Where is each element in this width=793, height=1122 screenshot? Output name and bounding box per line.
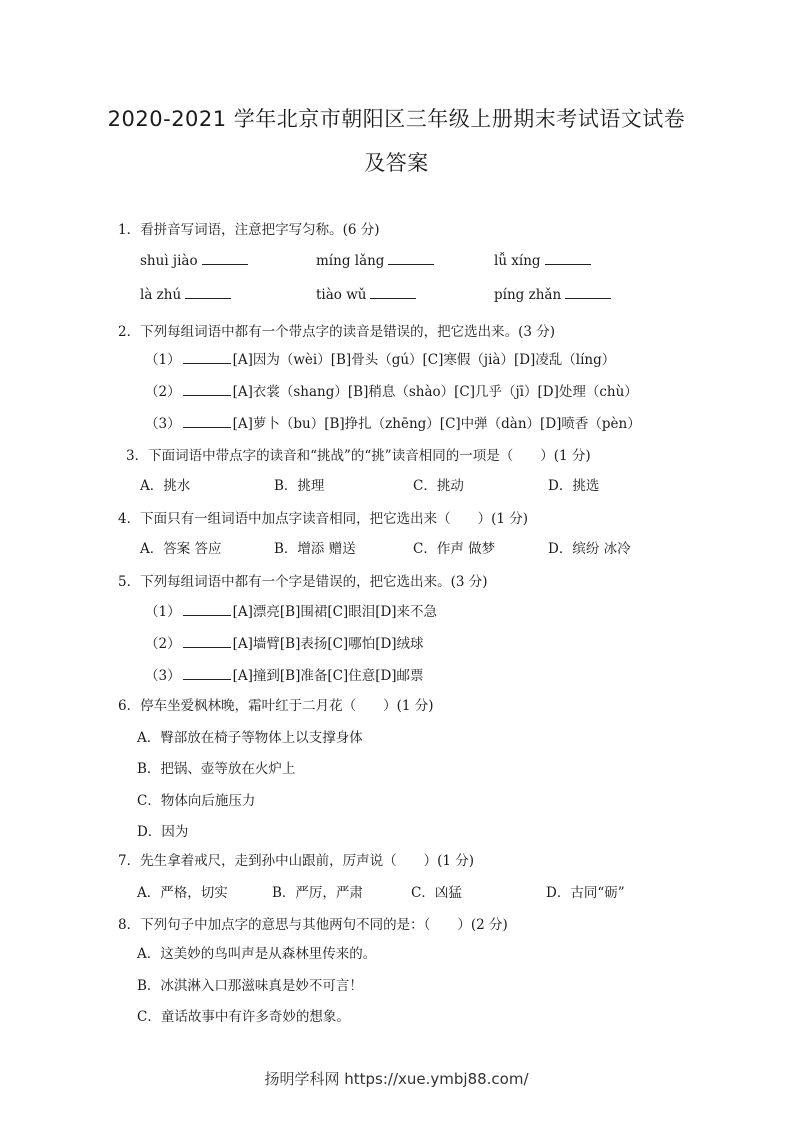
page-footer-watermark: 扬明学科网 https://xue.ymbj88.com/ — [264, 1070, 529, 1088]
question-2-item-1: （1） [A]因为（wèi）[B]骨头（gú）[C]寒假（jià）[D]凌乱（líng） — [145, 352, 616, 368]
question-7-stem: 7．先生拿着戒尺，走到孙中山跟前，厉声说（ ）(1 分) — [118, 853, 475, 869]
question-4-option-d: D．缤纷 冰冷 — [548, 541, 631, 557]
document-title-line1: 2020-2021 学年北京市朝阳区三年级上册期末考试语文试卷 — [107, 107, 686, 131]
question-3-option-a: A．挑水 — [140, 478, 191, 494]
question-6-option-b: B．把锅、壶等放在火炉上 — [137, 761, 296, 777]
question-3-stem: 3．下面词语中带点字的读音和“挑战”的“挑”读音相同的一项是（ ）(1 分) — [126, 448, 591, 464]
question-5-stem: 5．下列每组词语中都有一个字是错误的，把它选出来。(3 分) — [118, 574, 488, 590]
question-8-stem: 8．下列句子中加点字的意思与其他两句不同的是：（ ）(2 分) — [118, 917, 508, 933]
question-7-option-c: C．凶猛 — [411, 885, 462, 901]
question-8-option-c: C．童话故事中有许多奇妙的想象。 — [137, 1009, 350, 1025]
question-4-option-a: A．答案 答应 — [140, 541, 222, 557]
question-3-option-b: B．挑理 — [274, 478, 325, 494]
question-4-stem: 4．下面只有一组词语中加点字读音相同，把它选出来（ ）(1 分) — [118, 511, 529, 527]
question-6-option-d: D．因为 — [137, 824, 189, 840]
question-7-option-d: D．古同“砺” — [546, 885, 625, 901]
pinyin-item-3: lǚ xíng — [494, 252, 591, 269]
question-8-option-b: B．冰淇淋入口那滋味真是妙不可言！ — [137, 978, 363, 994]
question-1-stem: 1．看拼音写词语，注意把字写匀称。(6 分) — [118, 222, 380, 238]
question-7-option-a: A．严格，切实 — [137, 885, 228, 901]
pinyin-item-6: píng zhǎn — [494, 286, 611, 303]
question-5-item-3: （3） [A]撞到[B]准备[C]住意[D]邮票 — [145, 668, 424, 684]
question-2-item-3: （3） [A]萝卜（bu）[B]挣扎（zhēng）[C]中弹（dàn）[D]喷香（pèn） — [145, 416, 641, 432]
question-2-item-2: （2） [A]衣裳（shang）[B]稍息（shào）[C]几乎（jī）[D]处理（chù） — [145, 384, 638, 400]
question-5-item-1: （1） [A]漂亮[B]围裙[C]眼泪[D]来不急 — [145, 604, 438, 620]
question-6-option-c: C．物体向后施压力 — [137, 793, 256, 809]
pinyin-item-1: shuì jiào — [140, 252, 248, 269]
question-6-stem: 6．停车坐爱枫林晚，霜叶红于二月花（ ）(1 分) — [118, 698, 434, 714]
pinyin-item-2: míng lǎng — [316, 252, 434, 269]
question-4-option-c: C．作声 做梦 — [413, 541, 496, 557]
question-2-stem: 2．下列每组词语中都有一个带点字的读音是错误的，把它选出来。(3 分) — [118, 324, 556, 340]
question-7-option-b: B．严厉，严肃 — [272, 885, 363, 901]
document-title-line2: 及答案 — [364, 151, 429, 175]
pinyin-item-5: tiào wǔ — [316, 286, 416, 303]
question-8-option-a: A．这美妙的鸟叫声是从森林里传来的。 — [137, 946, 377, 962]
question-6-option-a: A．臀部放在椅子等物体上以支撑身体 — [137, 730, 363, 746]
question-5-item-2: （2） [A]墙臂[B]表扬[C]哪怕[D]绒球 — [145, 636, 424, 652]
question-4-option-b: B．增添 赠送 — [274, 541, 356, 557]
question-3-option-d: D．挑选 — [548, 478, 600, 494]
question-3-option-c: C．挑动 — [413, 478, 464, 494]
pinyin-item-4: là zhú — [140, 286, 231, 303]
